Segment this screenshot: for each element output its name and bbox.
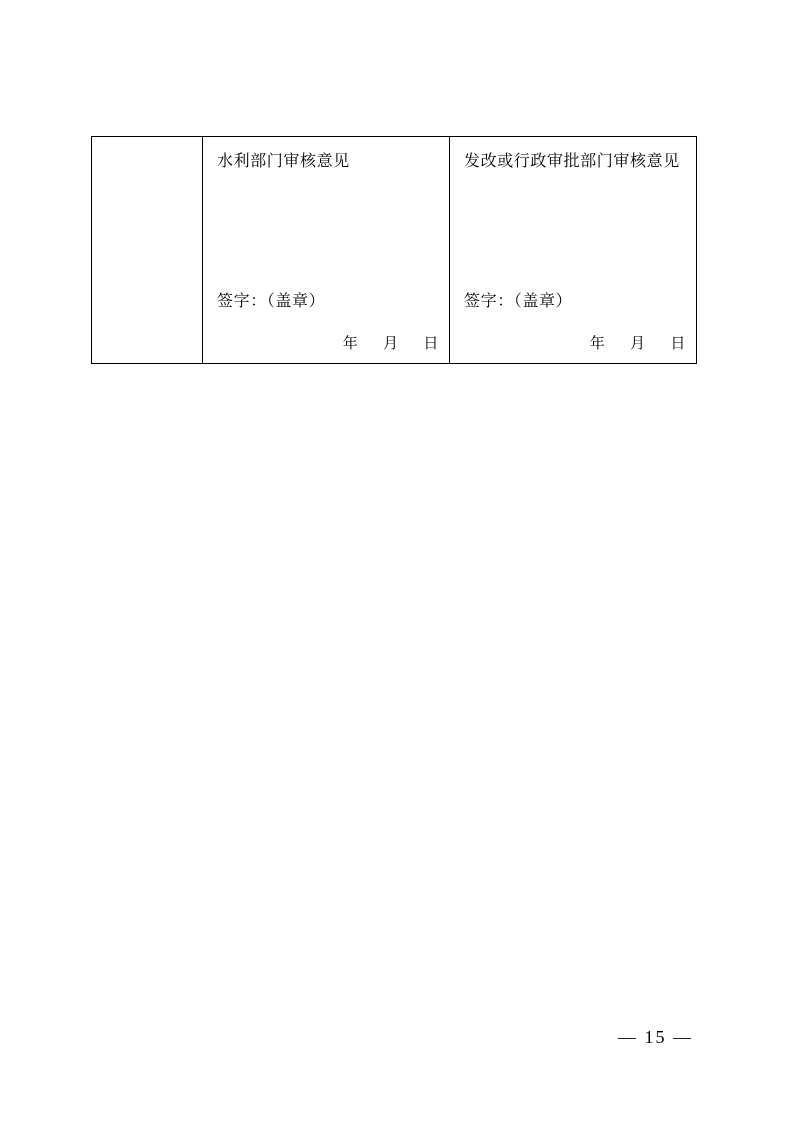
development-reform-opinion-cell	[450, 137, 697, 364]
water-authority-date-line	[343, 332, 439, 353]
development-reform-opinion-inner	[450, 137, 696, 363]
development-reform-date-line	[590, 332, 686, 353]
row-label-inner	[92, 137, 202, 363]
development-reform-signature-label: 签字：（盖章）	[464, 293, 573, 310]
water-authority-opinion-inner	[203, 137, 449, 363]
water-authority-opinion-cell	[203, 137, 450, 364]
review-opinions-table	[91, 136, 697, 364]
date-year-label: 年	[342, 336, 359, 352]
date-month-label: 月	[383, 336, 399, 352]
date-year-label: 年	[589, 336, 606, 352]
water-authority-opinion-title: 水利部门审核意见	[217, 153, 350, 170]
water-authority-signature-label: 签字：（盖章）	[217, 293, 326, 310]
page-number: — 15 —	[618, 1027, 693, 1047]
row-label-cell	[92, 137, 203, 364]
development-reform-opinion-title: 发改或行政审批部门审核意见	[464, 153, 680, 170]
table-row	[92, 137, 697, 364]
date-month-label: 月	[630, 336, 646, 352]
date-day-label: 日	[423, 336, 439, 352]
date-day-label: 日	[670, 336, 686, 352]
